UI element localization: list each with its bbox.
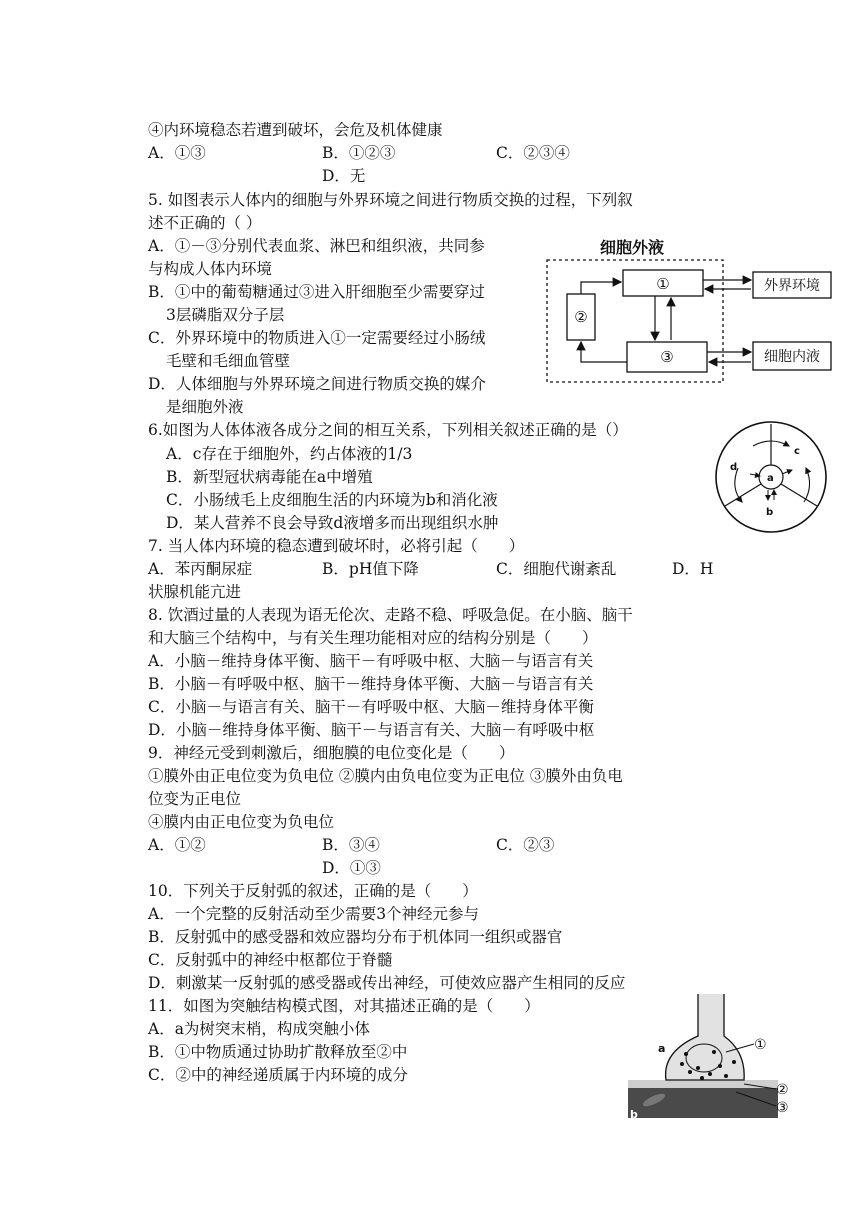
option-d: D．①③ [322,859,381,877]
question-stem: 5. 如图表示人体内的细胞与外界环境之间进行物质交换的过程，下列叙 [148,191,633,209]
label-3: ③ [776,1100,789,1116]
option-a: A．①－③分别代表血浆、淋巴和组织液，共同参 [148,237,485,255]
option-a: A．苯丙酮尿症 [148,560,253,578]
fig5-title: 细胞外液 [600,238,665,257]
question-stem: 6.如图为人体体液各成分之间的相互关系，下列相关叙述正确的是（） [148,421,628,439]
statement-list: ①膜外由正电位变为负电位 ②膜内由负电位变为正电位 ③膜外由负电 [148,767,623,785]
option-d-cont: 是细胞外液 [166,398,244,416]
flow-arrow [782,470,792,474]
option-a: A．小脑－维持身体平衡、脑干－有呼吸中枢、大脑－与语言有关 [148,652,594,670]
option-c: C．细胞代谢紊乱 [496,560,617,578]
option-b: B．①中的葡萄糖通过③进入肝细胞至少需要穿过 [148,283,485,301]
arrow [581,282,621,294]
option-a: A．a为树突末梢，构成突触小体 [148,1020,370,1038]
option-d: D．H [672,560,714,578]
option-c: C．②③ [496,836,555,854]
option-d-cont: 状腺机能亢进 [148,583,242,601]
option-a: A．c存在于细胞外，约占体液的1/3 [166,445,413,463]
option-c: C．小脑－与语言有关、脑干－有呼吸中枢、大脑－维持身体平衡 [148,698,594,716]
presynaptic-terminal [666,994,745,1080]
option-b: B．小脑－有呼吸中枢、脑干－维持身体平衡、大脑－与语言有关 [148,675,594,693]
question-stem: 8. 饮酒过量的人表现为语无伦次、走路不稳、呼吸急促。在小脑、脑干 [148,606,633,624]
label-1: ① [754,1037,767,1053]
question-stem: 7. 当人体内环境的稳态遭到破坏时，必将引起（ ） [148,537,525,555]
label-c: c [794,446,800,457]
figure-q5-diagram [545,234,835,386]
option-d: D．人体细胞与外界环境之间进行物质交换的媒介 [148,375,486,393]
option-b: B．①中物质通过协助扩散释放至②中 [148,1043,408,1061]
statement-list: ④膜内由正电位变为负电位 [148,813,335,831]
divider [781,484,817,506]
question-stem: 9．神经元受到刺激后，细胞膜的电位变化是（ ） [148,744,515,762]
option-c: C．②中的神经递质属于内环境的成分 [148,1066,408,1084]
label-2: ② [776,1082,789,1098]
statement-list-cont: 位变为正电位 [148,790,242,808]
option-d: D．无 [322,167,366,185]
label-d: d [730,462,738,473]
option-a-cont: 与构成人体内环境 [148,260,273,278]
question-stem: 述不正确的（ ） [148,214,262,232]
text-line: ④内环境稳态若遭到破坏，会危及机体健康 [148,121,443,139]
option-c: C．小肠绒毛上皮细胞生活的内环境为b和消化液 [166,491,498,509]
box-3-label: ③ [660,348,674,366]
flow-arrow [804,468,810,502]
question-stem: 10．下列关于反射弧的叙述，正确的是（ ） [148,882,478,900]
external-env-label: 外界环境 [764,278,820,294]
option-c: C．②③④ [496,144,570,162]
divider [725,484,761,506]
label-b: b [766,507,774,518]
question-stem: 11．如图为突触结构模式图，对其描述正确的是（ ） [148,997,540,1015]
intracellular-label: 细胞内液 [764,349,820,365]
option-b: B．pH值下降 [322,560,419,578]
box-1-label: ① [656,275,670,293]
arrow [581,342,627,362]
option-d: D．某人营养不良会导致d液增多而出现组织水肿 [166,514,499,532]
box-2-label: ② [574,308,588,326]
option-a: A．①③ [148,144,206,162]
figure-q11-synapse [626,992,802,1122]
synaptic-cleft [628,1080,778,1088]
option-b-cont: 3层磷脂双分子层 [166,306,285,324]
flow-arrow [750,474,760,476]
option-d: D．小脑－维持身体平衡、脑干－与语言有关、大脑－有呼吸中枢 [148,721,595,739]
option-c-cont: 毛壁和毛细血管壁 [166,352,291,370]
option-c: C．外界环境中的物质进入①一定需要经过小肠绒 [148,329,486,347]
option-b: B．反射弧中的感受器和效应器均分布于机体同一组织或器官 [148,928,563,946]
option-b: B．③④ [322,836,380,854]
label-b: b [630,1108,638,1121]
option-a: A．①② [148,836,206,854]
label-a: a [658,1042,666,1055]
figure-q6-diagram [708,418,838,536]
option-a: A．一个完整的反射活动至少需要3个神经元参与 [148,905,480,923]
option-c: C．反射弧中的神经中枢都位于脊髓 [148,951,393,969]
option-b: B．新型冠状病毒能在a中增殖 [166,468,373,486]
label-a: a [767,473,774,484]
option-d: D．刺激某一反射弧的感受器或传出神经，可使效应器产生相同的反应 [148,974,626,992]
option-b: B．①②③ [322,144,396,162]
question-stem: 和大脑三个结构中，与有关生理功能相对应的结构分别是（ ） [148,629,598,647]
